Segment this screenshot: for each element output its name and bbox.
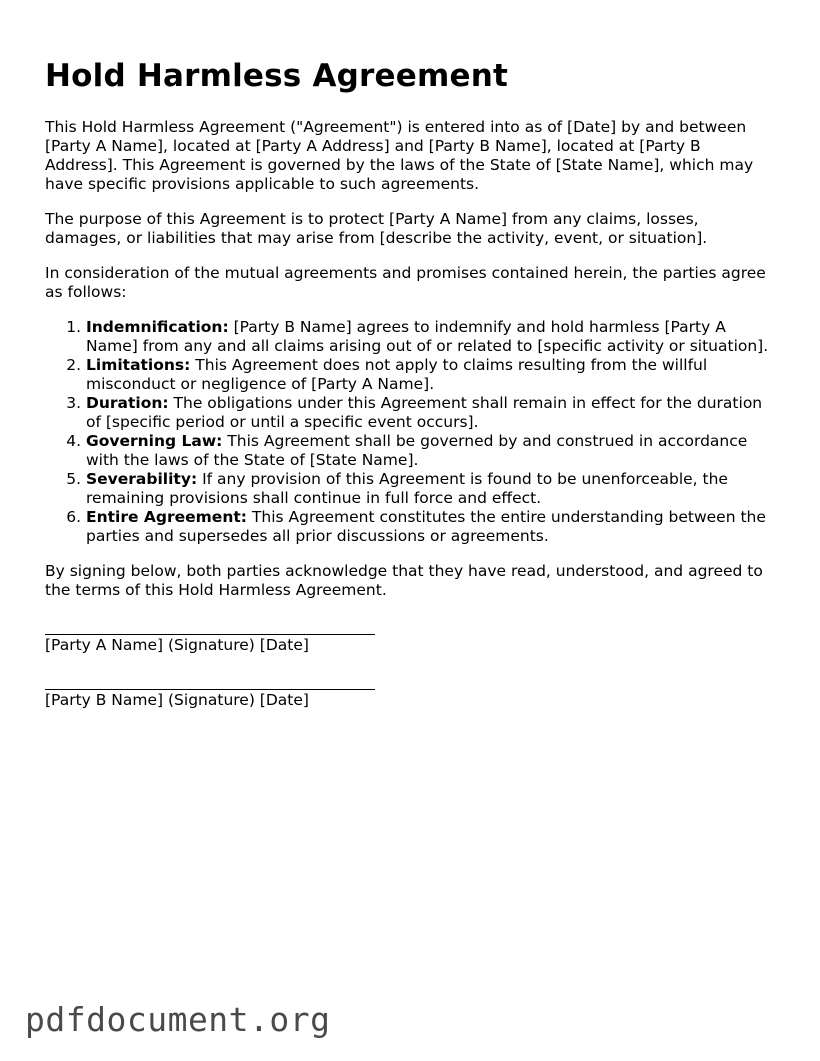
clause-heading: Limitations: <box>86 356 191 374</box>
clause-text: The obligations under this Agreement shall remain in effect for the duration of [specific period or until a specific event occurs]. <box>86 394 763 431</box>
clause-text: If any provision of this Agreement is found to be unenforceable, the remaining provisions shall continue in full force and effect. <box>86 470 728 507</box>
signature-block-party-b <box>45 677 775 710</box>
signature-line[interactable] <box>45 622 375 635</box>
signature-line[interactable] <box>45 677 375 690</box>
purpose-paragraph: The purpose of this Agreement is to protect [Party A Name] from any claims, losses, damages, or liabilities that may arise from [describe the activity, event, or situation]. <box>45 210 708 247</box>
clause-text: [Party B Name] agrees to indemnify and hold harmless [Party A Name] from any and all claims arising out of or related to [specific activity or situation]. <box>86 318 769 355</box>
closing-paragraph: By signing below, both parties acknowledge that they have read, understood, and agreed to the terms of this Hold Harmless Agreement. <box>45 562 763 599</box>
clause-heading: Duration: <box>86 394 169 412</box>
clause-heading: Entire Agreement: <box>86 508 247 526</box>
clauses-list <box>45 318 775 546</box>
clause-item <box>86 470 775 508</box>
clause-text: This Agreement shall be governed by and construed in accordance with the laws of the State of [State Name]. <box>86 432 748 469</box>
signature-label: [Party A Name] (Signature) [Date] <box>45 636 309 654</box>
clause-item <box>86 318 775 356</box>
clause-item <box>86 356 775 394</box>
document-title: Hold Harmless Agreement <box>45 58 508 94</box>
clause-heading: Severability: <box>86 470 198 488</box>
document-page <box>45 56 775 710</box>
clause-heading: Governing Law: <box>86 432 223 450</box>
consideration-paragraph: In consideration of the mutual agreements and promises contained herein, the parties agree as follows: <box>45 264 766 301</box>
clause-item <box>86 432 775 470</box>
clause-item <box>86 508 775 546</box>
watermark: pdfdocument.org <box>25 1000 331 1039</box>
signature-label: [Party B Name] (Signature) [Date] <box>45 691 309 709</box>
clause-item <box>86 394 775 432</box>
signature-block-party-a <box>45 622 775 655</box>
clause-heading: Indemnification: <box>86 318 229 336</box>
clause-text: This Agreement does not apply to claims resulting from the willful misconduct or negligence of [Party A Name]. <box>86 356 708 393</box>
intro-paragraph: This Hold Harmless Agreement ("Agreement") is entered into as of [Date] by and between [Party A Name], located at [Party A Address] and [Party B Name], located at [Party B Address]. This Agreement is governed by the laws of the State of [State Name], which may have specific provisions applicable to such agreements. <box>45 118 754 193</box>
clause-text: This Agreement constitutes the entire understanding between the parties and supersedes all prior discussions or agreements. <box>86 508 766 545</box>
